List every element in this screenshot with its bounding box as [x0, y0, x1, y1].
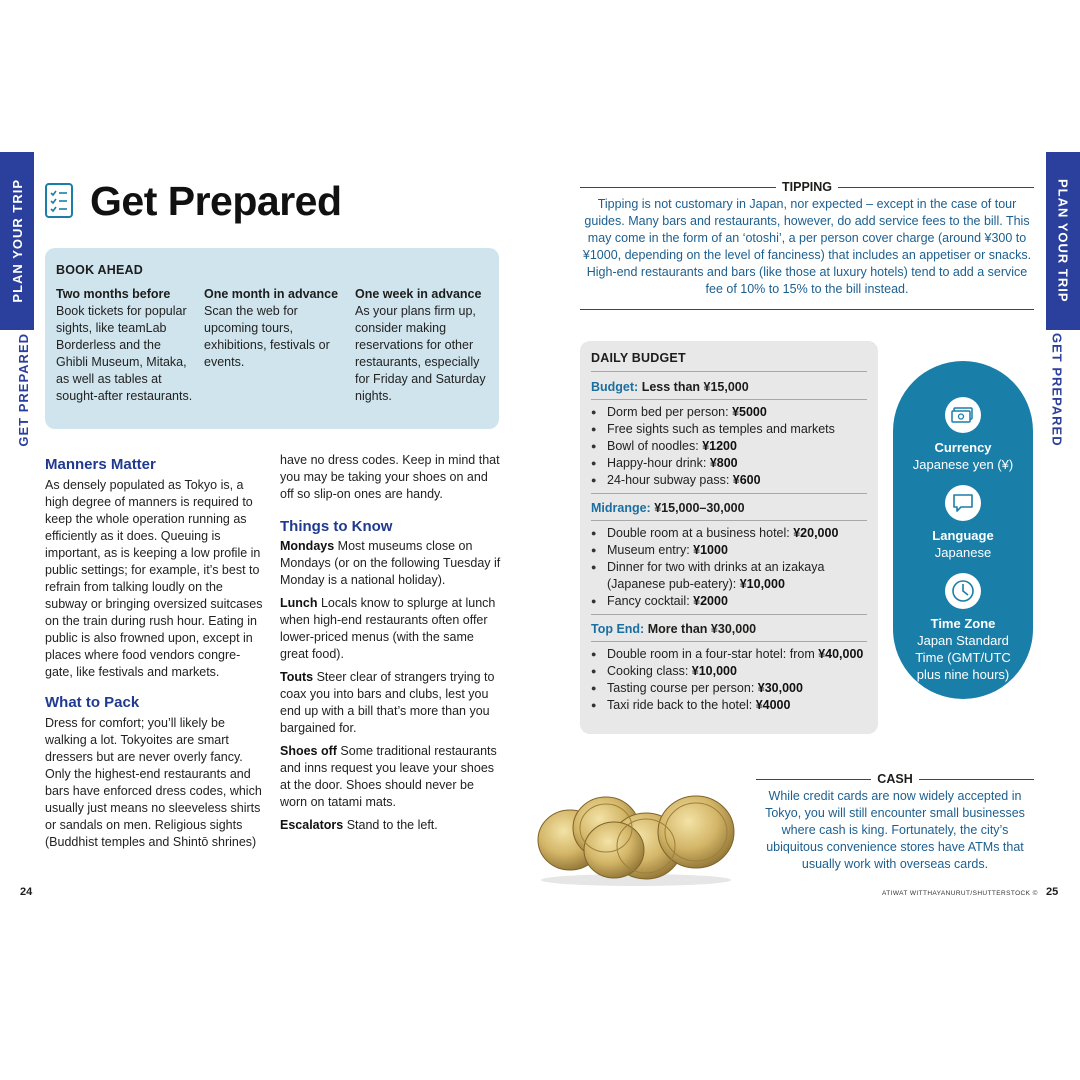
tipping-body: Tipping is not customary in Japan, nor expected – except in the case of tour guides. Many bars and restaurants, however, do add service fees to the bill. This may come in the form of an ‘otoshi’, a per person cover charge (around ¥300 to ¥1000, depending on the level of fanciness) that includes an appetiser or snacks. High-end restaurants and bars (like those at luxury hotels) tend to add a service fee of 10% to 15% to the bill instead.: [582, 197, 1032, 296]
item-text: Cooking class:: [607, 664, 692, 678]
item-price: ¥20,000: [793, 526, 839, 540]
manners-body: As densely populated as Tokyo is, a high degree of manners is required to keep the whole operation running as efficiently as it does. Queuing is important, as is keeping a low profile in public settings; for example, it’s best to refrain from talking loudly on the subway or bringing oversized suitcases on the train during rush hour. Eating in public is also frowned upon, except in places where food vendors congre-gate, like festivals and markets.: [45, 478, 263, 679]
divider: [580, 309, 1034, 310]
things-item: [280, 817, 502, 834]
quick-info-item: [893, 397, 1033, 473]
things-item-text: Stand to the left.: [343, 818, 438, 832]
what-to-pack-continued: have no dress codes. Keep in mind that you may be taking your shoes on and off so slip-on ones are handy.: [280, 453, 500, 501]
divider: [838, 187, 1034, 188]
info-heading: Time Zone: [930, 616, 996, 631]
budget-tier-list: [591, 646, 867, 714]
item-price: ¥10,000: [691, 664, 737, 678]
tier-range: More than ¥30,000: [647, 622, 757, 636]
list-item: [591, 472, 867, 489]
side-tab-label: PLAN YOUR TRIP: [1055, 179, 1071, 303]
page-number-left: 24: [20, 886, 33, 898]
column-body: Scan the web for upcoming tours, exhibitions, festivals or events.: [204, 304, 330, 369]
tier-range: Less than ¥15,000: [641, 380, 749, 394]
item-price: ¥600: [732, 473, 761, 487]
book-ahead-column: [355, 286, 493, 405]
item-price: ¥2000: [693, 594, 728, 608]
side-tab-label: GET PREPARED: [15, 333, 31, 447]
book-ahead-box: [45, 248, 499, 429]
budget-tier-list: [591, 404, 867, 494]
side-tab-label: GET PREPARED: [1049, 333, 1065, 447]
left-text-column: [45, 455, 267, 851]
info-value: Japan Standard Time (GMT/UTC plus nine hours): [915, 633, 1011, 682]
list-item: [591, 663, 867, 680]
daily-budget-box: [580, 341, 878, 734]
cash-body: While credit cards are now widely accepted in Tokyo, you will still encounter small businesses where cash is king. Fortunately, the city’s ubiquitous convenience stores have ATMs that usually work with overseas cards.: [765, 789, 1025, 871]
things-item-term: Mondays: [280, 539, 335, 553]
item-text: Free sights such as temples and markets: [607, 422, 835, 436]
list-item: [591, 525, 867, 542]
item-price: ¥800: [709, 456, 738, 470]
divider: [756, 779, 871, 780]
column-heading: Two months before: [56, 287, 171, 301]
cash-heading: CASH: [877, 772, 913, 786]
things-item-term: Lunch: [280, 596, 318, 610]
tipping-title-rule: [580, 180, 1034, 194]
tier-label: Top End:: [591, 622, 645, 636]
item-text: Museum entry:: [607, 543, 694, 557]
things-item-text: Some traditional restaurants and inns request you leave your shoes at the door. Shoes should never be worn on tatami mats.: [280, 744, 497, 809]
cash-title-rule: [756, 772, 1034, 786]
info-value: Japanese: [934, 545, 992, 560]
side-tab-label: PLAN YOUR TRIP: [9, 179, 25, 303]
item-price: ¥5000: [732, 405, 767, 419]
item-price: ¥1200: [702, 439, 737, 453]
list-item: [591, 438, 867, 455]
list-item: [591, 559, 867, 593]
book-ahead-column: [56, 286, 194, 405]
side-tab-get-prepared-right[interactable]: [1040, 330, 1074, 450]
side-tab-get-prepared-left[interactable]: [6, 330, 40, 450]
item-text: Tasting course per person:: [607, 681, 758, 695]
quick-info-pill: [893, 361, 1033, 699]
clock-icon: [945, 573, 981, 609]
tier-range: ¥15,000–30,000: [654, 501, 745, 515]
things-item: [280, 595, 502, 663]
cash-section: [756, 772, 1034, 873]
item-text: Dorm bed per person:: [607, 405, 733, 419]
money-icon: [945, 397, 981, 433]
item-text: Double room at a business hotel:: [607, 526, 794, 540]
speech-bubble-icon: [945, 485, 981, 521]
quick-info-item: [893, 485, 1033, 561]
info-heading: Language: [932, 528, 994, 543]
item-price: ¥40,000: [818, 647, 864, 661]
what-to-pack-heading: What to Pack: [45, 694, 140, 711]
item-text: Dinner for two with drinks at an izakaya (Japanese pub-eatery):: [607, 560, 825, 591]
column-body: Book tickets for popular sights, like teamLab Borderless and the Ghibli Museum, Mitaka, as well as tables at sought-after restaurants.: [56, 304, 193, 403]
item-price: ¥4000: [755, 698, 791, 712]
side-tab-plan-your-trip-left[interactable]: [0, 152, 34, 330]
budget-tier-heading: [591, 378, 867, 400]
manners-heading: Manners Matter: [45, 456, 156, 473]
yen-coins-photo: [536, 784, 740, 888]
divider: [580, 187, 776, 188]
item-price: ¥1000: [693, 543, 728, 557]
column-heading: One week in advance: [355, 287, 482, 301]
things-item-term: Touts: [280, 670, 314, 684]
tier-label: Midrange:: [591, 501, 651, 515]
list-item: [591, 421, 867, 438]
budget-tier-list: [591, 525, 867, 615]
quick-info-item: [893, 573, 1033, 683]
item-text: Bowl of noodles:: [607, 439, 703, 453]
page-number-right: 25: [1046, 886, 1059, 898]
tier-label: Budget:: [591, 380, 639, 394]
checklist-icon: [44, 182, 76, 220]
things-item-text: Most museums close on Mondays (or on the following Tuesday if Monday is a national holiday).: [280, 539, 501, 587]
middle-text-column: [280, 452, 502, 840]
item-text: 24-hour subway pass:: [607, 473, 733, 487]
list-item: [591, 697, 867, 714]
book-ahead-heading: BOOK AHEAD: [56, 263, 143, 277]
photo-credit: ATIWAT WITTHAYANURUT/SHUTTERSTOCK ©: [882, 890, 1038, 897]
list-item: [591, 542, 867, 559]
what-to-pack-body: Dress for comfort; you’ll likely be walking a lot. Tokyoites are smart dressers but are never overly fancy. Only the highest-end restaurants and bars have enforced dress codes, which usually just means no sleeveless shirts or sandals on men. Religious sights (Buddhist temples and Shintō shrines): [45, 716, 262, 849]
things-item-term: Shoes off: [280, 744, 337, 758]
page-title: Get Prepared: [90, 178, 342, 224]
item-price: ¥30,000: [757, 681, 803, 695]
item-price: ¥10,000: [739, 577, 785, 591]
things-item: [280, 743, 502, 811]
info-value: Japanese yen (¥): [912, 457, 1014, 472]
things-item-text: Locals know to splurge at lunch when high-end restaurants often offer lower-priced menus (with the same great food).: [280, 596, 496, 661]
things-item: [280, 538, 502, 589]
tipping-section: [580, 180, 1034, 310]
side-tab-plan-your-trip-right[interactable]: [1046, 152, 1080, 330]
column-body: As your plans firm up, consider making reservations for other restaurants, especially for Friday and Saturday nights.: [355, 304, 486, 403]
list-item: [591, 404, 867, 421]
list-item: [591, 593, 867, 610]
things-item-text: Steer clear of strangers trying to coax you into bars and clubs, lest you end up with a bill that’s more than you bargained for.: [280, 670, 495, 735]
daily-budget-heading: DAILY BUDGET: [591, 351, 867, 372]
column-heading: One month in advance: [204, 287, 339, 301]
tipping-heading: TIPPING: [782, 180, 833, 194]
things-to-know-heading: Things to Know: [280, 518, 393, 535]
book-ahead-column: [204, 286, 344, 371]
info-heading: Currency: [934, 440, 992, 455]
item-text: Double room in a four-star hotel: from: [607, 647, 819, 661]
list-item: [591, 680, 867, 697]
divider: [919, 779, 1034, 780]
item-text: Taxi ride back to the hotel:: [607, 698, 756, 712]
list-item: [591, 646, 867, 663]
list-item: [591, 455, 867, 472]
item-text: Happy-hour drink:: [607, 456, 710, 470]
budget-tier-heading: [591, 620, 867, 642]
item-text: Fancy cocktail:: [607, 594, 694, 608]
budget-tier-heading: [591, 499, 867, 521]
things-item-term: Escalators: [280, 818, 344, 832]
things-item: [280, 669, 502, 737]
